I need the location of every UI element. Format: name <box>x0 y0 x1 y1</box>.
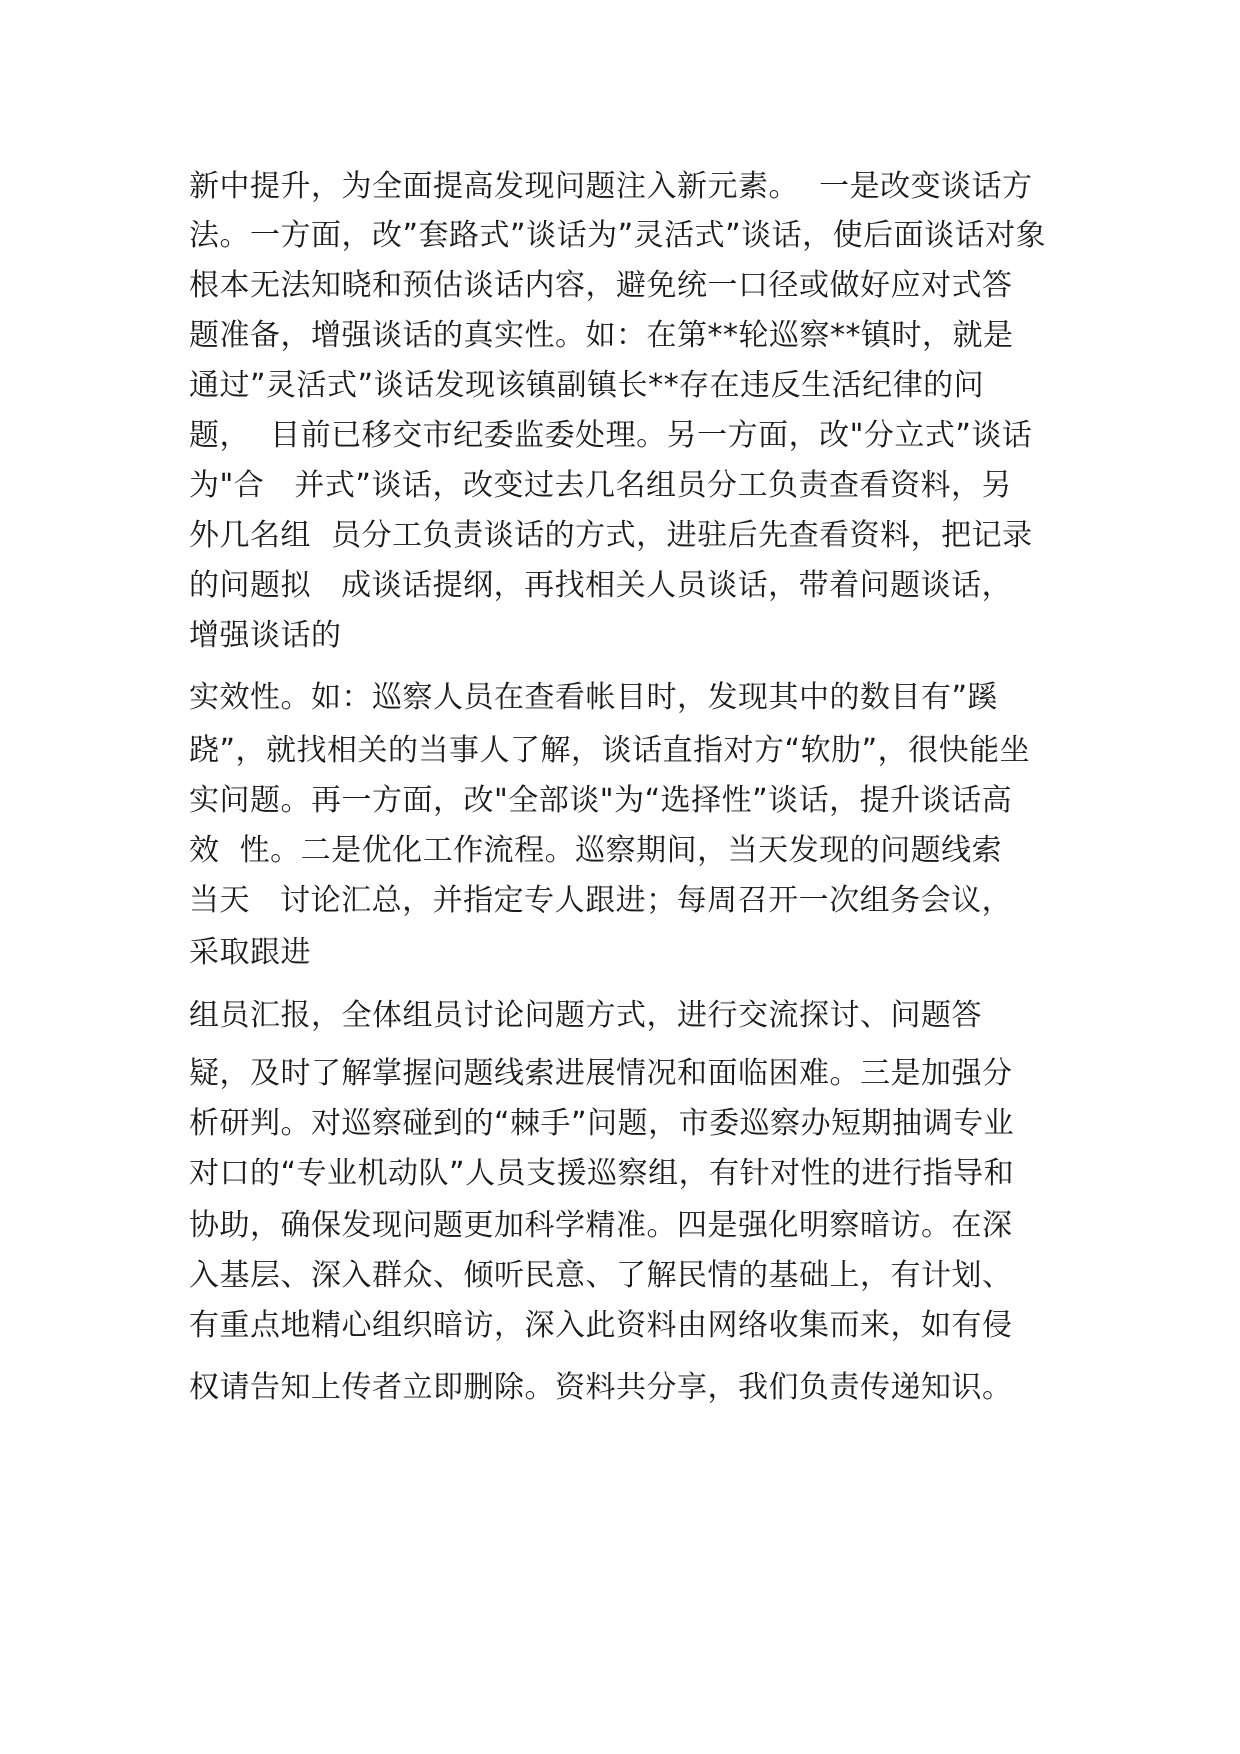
text-line: 入基层、深入群众、倾听民意、了解民情的基础上，有计划、 <box>189 1258 1013 1293</box>
text-line: 权请告知上传者立即删除。资料共分享，我们负责传递知识。 <box>189 1370 1013 1405</box>
text-line: 实效性。如：巡察人员在查看帐目时，发现其中的数目有”蹊 <box>189 680 999 715</box>
text-line: 协助，确保发现问题更加科学精准。四是强化明察暗访。在深 <box>189 1208 1013 1243</box>
text-line: 根本无法知晓和预估谈话内容，避免统一口径或做好应对式答 <box>189 268 1013 303</box>
text-line: 题准备，增强谈话的真实性。如：在第**轮巡察**镇时，就是 <box>189 318 1014 353</box>
text-line: 的问题拟 成谈话提纲，再找相关人员谈话，带着问题谈话， <box>189 568 1013 603</box>
text-line: 组员汇报，全体组员讨论问题方式，进行交流探讨、问题答 <box>189 998 982 1033</box>
text-line: 外几名组 员分工负责谈话的方式，进驻后先查看资料，把记录 <box>189 518 1033 553</box>
text-line: 为"合 并式”谈话，改变过去几名组员分工负责查看资料，另 <box>189 468 1012 503</box>
text-line: 跷”，就找相关的当事人了解，谈话直指对方“软肋”，很快能坐 <box>189 733 1031 768</box>
text-line: 增强谈话的 <box>189 618 342 653</box>
text-line: 对口的“专业机动队”人员支援巡察组，有针对性的进行指导和 <box>189 1156 1015 1191</box>
text-line: 采取跟进 <box>189 935 311 970</box>
text-line: 析研判。对巡察碰到的“棘手”问题，市委巡察办短期抽调专业 <box>189 1106 1015 1141</box>
text-line: 新中提升，为全面提高发现问题注入新元素。 一是改变谈话方 <box>189 169 1033 204</box>
text-line: 法。一方面，改”套路式”谈话为”灵活式”谈话，使后面谈话对象 <box>189 218 1047 253</box>
text-line: 实问题。再一方面，改"全部谈"为“选择性”谈话，提升谈话高 <box>189 783 1013 818</box>
text-line: 疑，及时了解掌握问题线索进展情况和面临困难。三是加强分 <box>189 1056 1013 1091</box>
text-line: 当天 讨论汇总，并指定专人跟进；每周召开一次组务会议， <box>189 883 1013 918</box>
text-line: 题， 目前已移交市纪委监委处理。另一方面，改"分立式”谈话 <box>189 418 1033 453</box>
text-line: 有重点地精心组织暗访，深入此资料由网络收集而来，如有侵 <box>189 1308 1013 1343</box>
text-line: 通过”灵活式”谈话发现该镇副镇长**存在违反生活纪律的问 <box>189 368 985 403</box>
text-line: 效 性。二是优化工作流程。巡察期间，当天发现的问题线索 <box>189 833 1003 868</box>
